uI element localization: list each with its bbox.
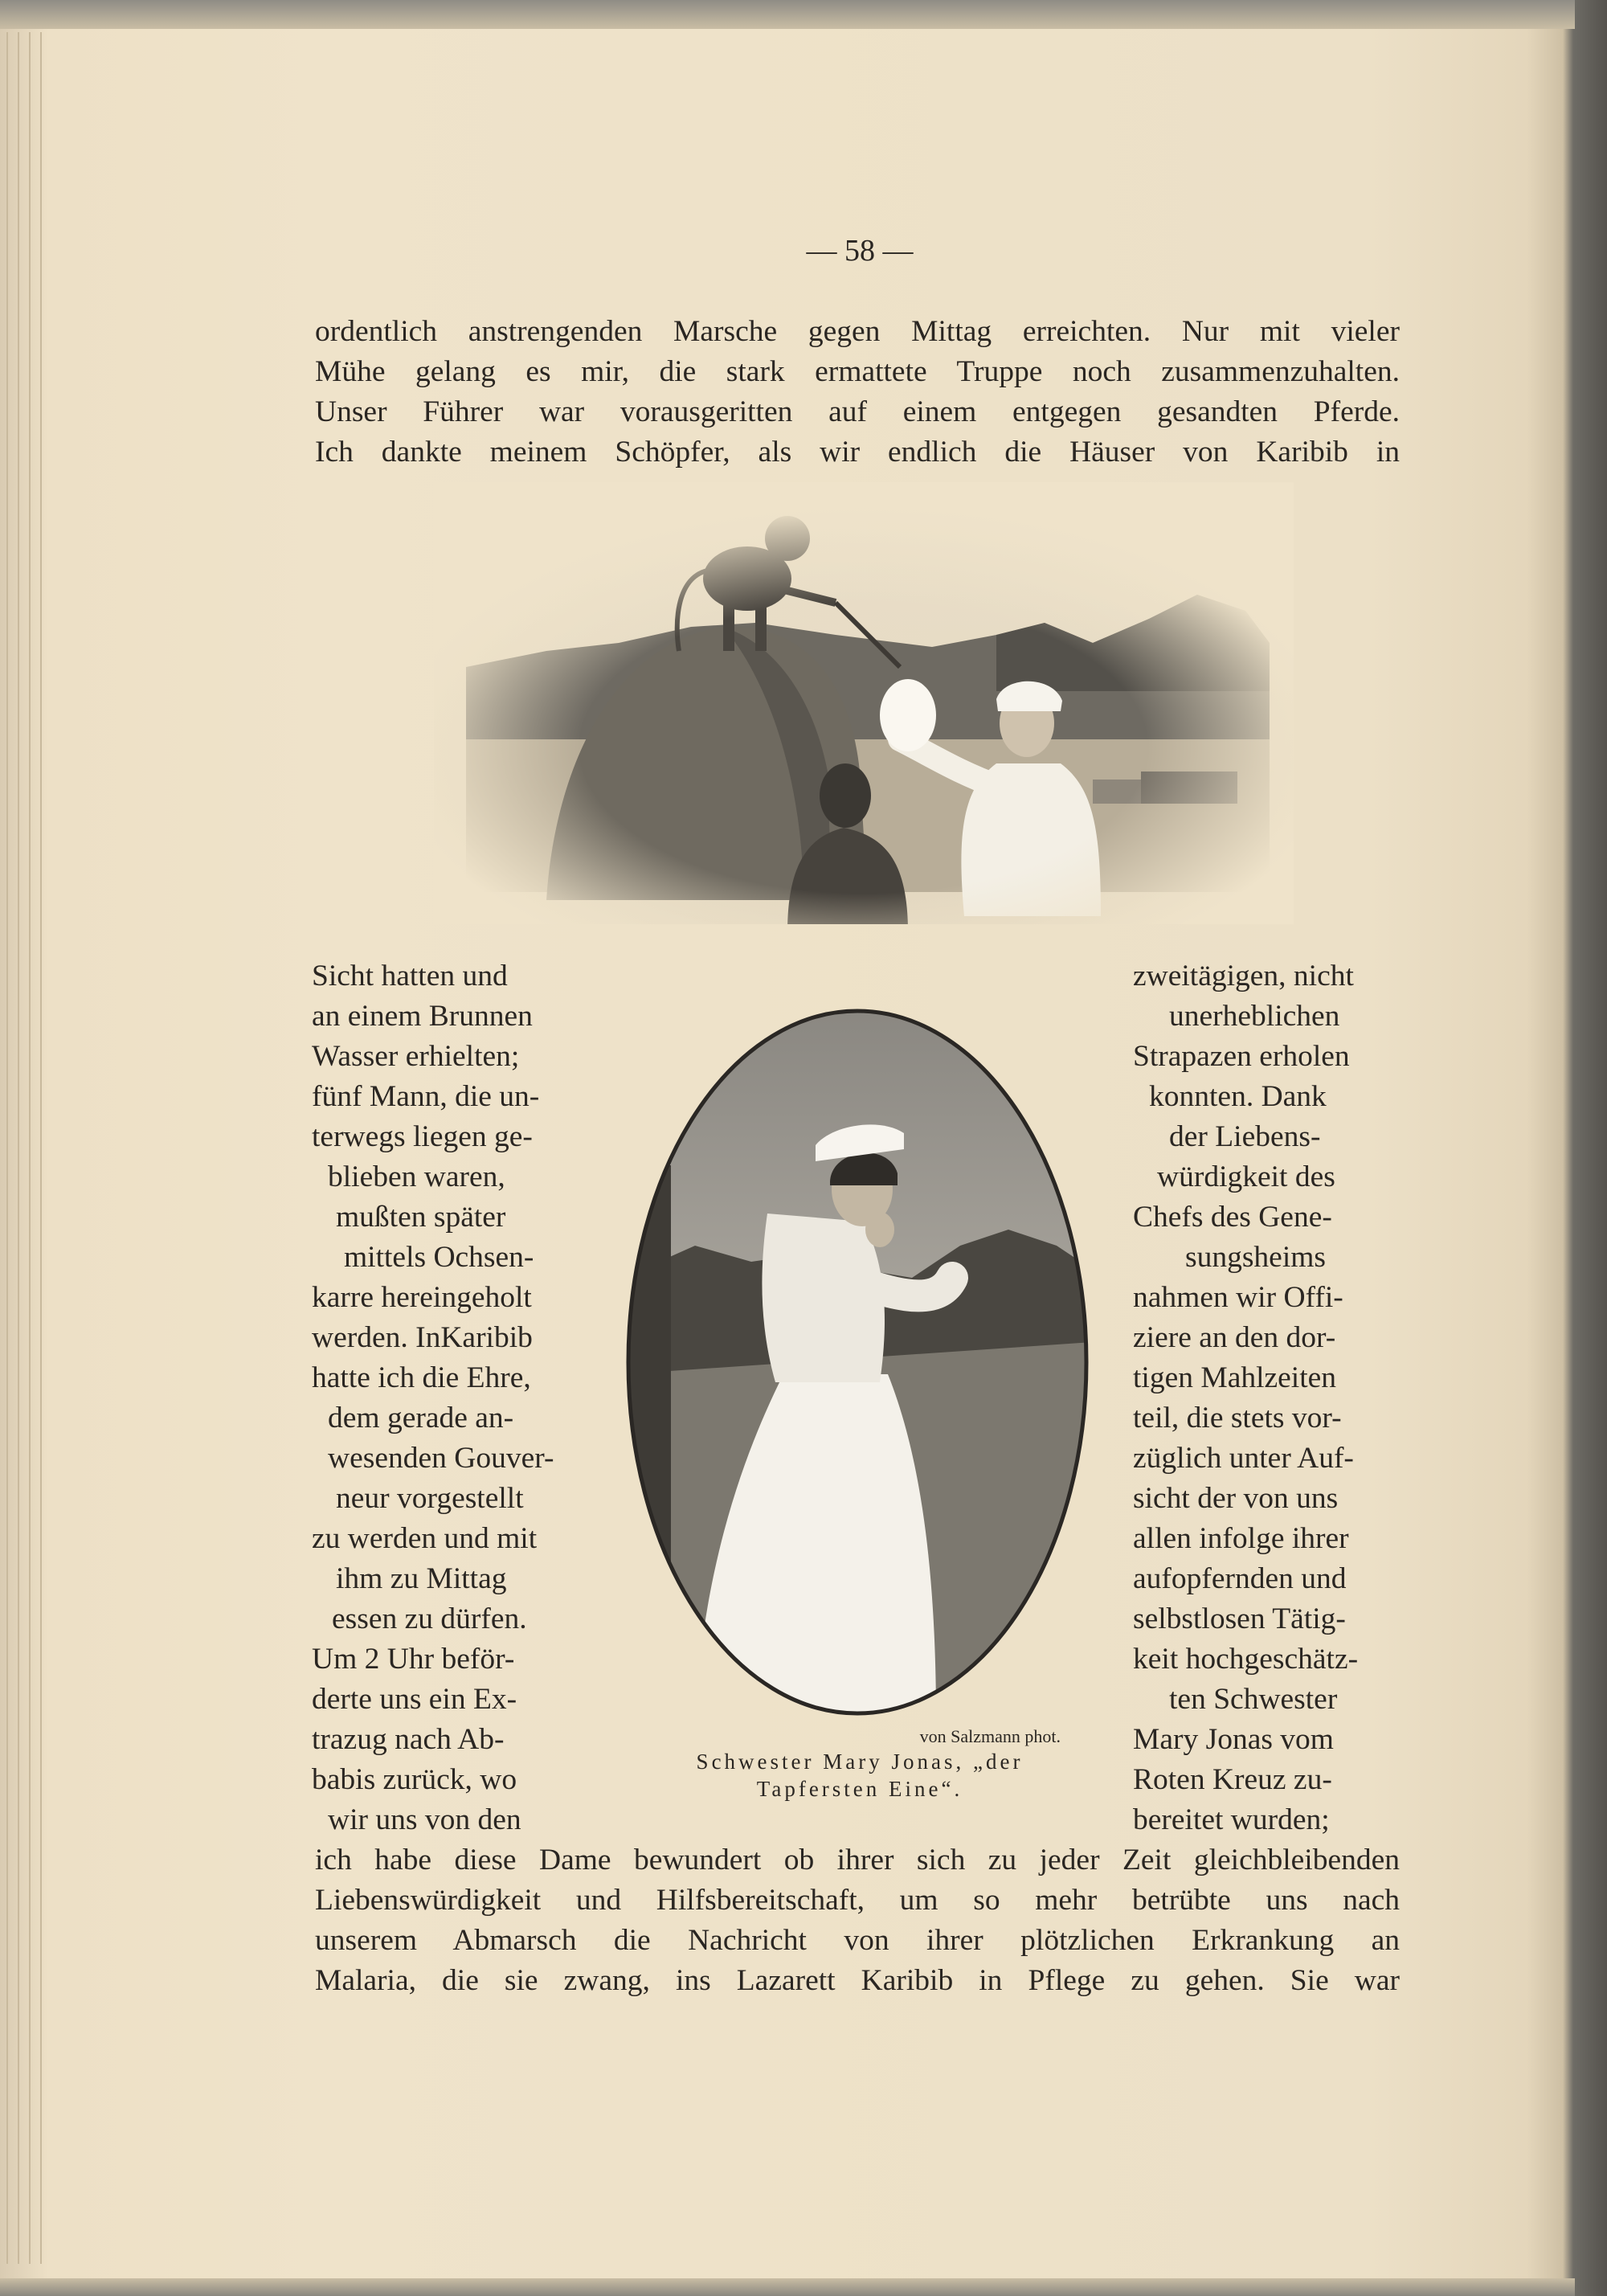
page-edge-line [40, 32, 42, 2264]
text-line: zweitägigen, nicht [1133, 960, 1354, 992]
text-line: züglich unter Auf- [1133, 1442, 1354, 1475]
text-line: an einem Brunnen [312, 1000, 533, 1033]
text-line: Mühe gelang es mir, die stark ermattete Truppe noch zusammenzuhalten. [315, 355, 1400, 388]
text-line: sicht der von uns [1133, 1482, 1339, 1515]
text-line: Strapazen erholen [1133, 1040, 1350, 1073]
text-line: ihm zu Mittag [336, 1562, 507, 1595]
text-line: ordentlich anstrengenden Marsche gegen Mittag erreichten. Nur mit vieler [315, 315, 1400, 348]
text-line: blieben waren, [328, 1160, 505, 1193]
text-line: unerheblichen [1169, 1000, 1340, 1033]
text-line: wir uns von den [328, 1803, 521, 1836]
text-line: würdigkeit des [1157, 1160, 1335, 1193]
text-line: fünf Mann, die un- [312, 1080, 540, 1113]
right-column [1133, 956, 1398, 1840]
paragraph-top [315, 312, 1400, 473]
text-line: unserem Abmarsch die Nachricht von ihrer plötzlichen Erkrankung an [315, 1924, 1400, 1957]
photo-nurse-portrait [623, 1005, 1093, 1720]
left-column [312, 956, 589, 1840]
text-line: bereitet wurden; [1133, 1803, 1330, 1836]
caption-line: Tapfersten Eine“. [756, 1777, 963, 1801]
text-line: Roten Kreuz zu- [1133, 1763, 1332, 1796]
page-edge-line [18, 32, 19, 2264]
text-line: werden. InKaribib [312, 1321, 533, 1354]
text-line: aufopfernden und [1133, 1562, 1347, 1595]
text-line: konnten. Dank [1149, 1080, 1327, 1113]
text-line: mußten später [336, 1201, 506, 1234]
text-line: mittels Ochsen- [344, 1241, 534, 1274]
page-edge-line [29, 32, 31, 2264]
page-bottom-edge [0, 2278, 1575, 2296]
text-line: karre hereingeholt [312, 1281, 532, 1314]
text-line: Liebenswürdigkeit und Hilfsbereitschaft, um so mehr betrübte uns nach [315, 1884, 1400, 1917]
text-line: Malaria, die sie zwang, ins Lazarett Karibib in Pflege zu gehen. Sie war [315, 1964, 1400, 1997]
text-line: terwegs liegen ge- [312, 1120, 533, 1153]
text-line: wesenden Gouver- [328, 1442, 554, 1475]
paragraph-bottom [315, 1840, 1400, 2001]
text-line: neur vorgestellt [336, 1482, 524, 1515]
text-line: teil, die stets vor- [1133, 1402, 1342, 1434]
text-line: sungsheims [1185, 1241, 1327, 1274]
text-line: Chefs des Gene- [1133, 1201, 1332, 1234]
text-line: Ich dankte meinem Schöpfer, als wir endlich die Häuser von Karibib in [315, 436, 1400, 469]
caption-line: Schwester Mary Jonas, „der [696, 1750, 1024, 1774]
page-top-edge [0, 0, 1575, 29]
text-line: hatte ich die Ehre, [312, 1361, 531, 1394]
text-line: allen infolge ihrer [1133, 1522, 1349, 1555]
text-line: ten Schwester [1169, 1683, 1338, 1716]
page-number: — 58 — [806, 234, 914, 268]
text-line: Mary Jonas vom [1133, 1723, 1334, 1756]
text-line: selbstlosen Tätig- [1133, 1602, 1346, 1635]
text-line: derte uns ein Ex- [312, 1683, 517, 1716]
text-line: Wasser erhielten; [312, 1040, 520, 1073]
text-line: ziere an den dor- [1133, 1321, 1336, 1354]
text-line: tigen Mahlzeiten [1133, 1361, 1337, 1394]
text-line: nahmen wir Offi- [1133, 1281, 1343, 1314]
text-line: ich habe diese Dame bewundert ob ihrer sich zu jeder Zeit gleichbleibenden [315, 1844, 1400, 1876]
text-line: Sicht hatten und [312, 960, 508, 992]
text-line: Unser Führer war vorausgeritten auf einem entgegen gesandten Pferde. [315, 395, 1400, 428]
text-line: babis zurück, wo [312, 1763, 517, 1796]
text-line: keit hochgeschätz- [1133, 1643, 1359, 1676]
text-line: Um 2 Uhr beför- [312, 1643, 515, 1676]
page-edge-line [6, 32, 8, 2264]
photo-caption [635, 1748, 1085, 1803]
text-line: der Liebens- [1169, 1120, 1321, 1153]
text-line: zu werden und mit [312, 1522, 538, 1555]
text-line: essen zu dürfen. [332, 1602, 527, 1635]
text-line: trazug nach Ab- [312, 1723, 505, 1756]
photo-monkey-and-nurse [434, 482, 1294, 924]
photo-credit: von Salzmann phot. [919, 1726, 1061, 1746]
text-line: dem gerade an- [328, 1402, 514, 1434]
